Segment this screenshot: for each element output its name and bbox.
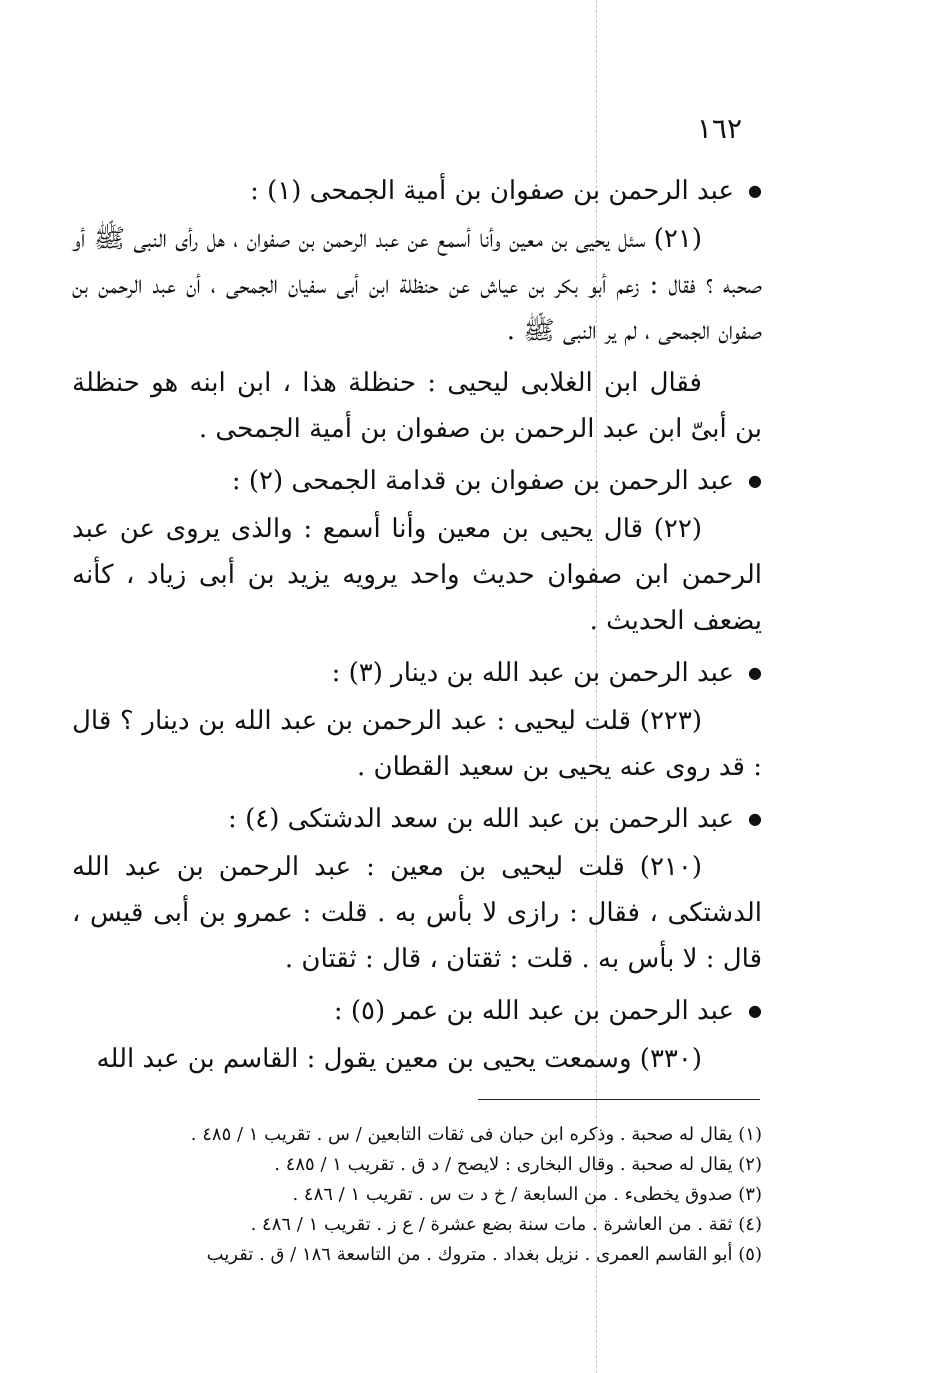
footnote: (٣) صدوق يخطىء . من السابعة / خ د ت س . تقريب ١ / ٤٨٦ . <box>292 1184 762 1205</box>
footnote: (٢) يقال له صحبة . وقال البخارى : لايصح / د ق . تقريب ١ / ٤٨٥ . <box>274 1154 762 1175</box>
entry-heading-text: عبد الرحمن بن عبد الله بن دينار (٣) : <box>331 658 735 688</box>
bullet-icon: ● <box>748 181 762 200</box>
entry-heading <box>72 168 762 214</box>
main-text <box>72 168 762 1088</box>
entry-heading-text: عبد الرحمن بن عبد الله بن سعد الدشتكى (٤) : <box>228 804 735 834</box>
footnote: (٤) ثقة . من العاشرة . مات سنة بضع عشرة / ع ز . تقريب ١ / ٤٨٦ . <box>250 1214 762 1235</box>
entry-paragraph: (٢١) سئل يحيى بن معين وأنا أسمع عن عبد الرحمن بن صفوان ، هل رأى النبى ﷺ أو صحبه ؟ فقال : زعم أبو بكر بن عياش عن حنظلة ابن أبى سفيان الجمحى ، أن عبد الرحمن بن صفوان الجمحى ، لم ير النبى ﷺ . <box>72 224 762 346</box>
entry-heading-text: عبد الرحمن بن صفوان بن قدامة الجمحى (٢) : <box>231 466 735 496</box>
footnote: (٥) أبو القاسم العمرى . نزيل بغداد . متروك . من التاسعة ١٨٦ / ق . تقريب <box>206 1244 762 1265</box>
entry-paragraph: (٢١٠) قلت ليحيى بن معين : عبد الرحمن بن عبد الله الدشتكى ، فقال : رازى لا بأس به . قلت : عمرو بن أبى قيس ، قال : لا بأس به . قلت : ثقتان ، قال : ثقتان . <box>72 852 762 974</box>
entry-heading <box>72 988 762 1034</box>
entry <box>72 988 762 1082</box>
entry-heading-text: عبد الرحمن بن عبد الله بن عمر (٥) : <box>333 996 735 1026</box>
entry-heading <box>72 796 762 842</box>
entry-heading <box>72 458 762 504</box>
bullet-icon: ● <box>748 1001 762 1020</box>
footnote-separator <box>478 1099 760 1100</box>
entry-paragraph: (٢٢٣) قلت ليحيى : عبد الرحمن بن عبد الله بن دينار ؟ قال : قد روى عنه يحيى بن سعيد القطان . <box>72 706 762 782</box>
entry <box>72 168 762 452</box>
entry-paragraph: (٣٣٠) وسمعت يحيى بن معين يقول : القاسم بن عبد الله <box>96 1044 702 1074</box>
entry <box>72 796 762 982</box>
footnote: (١) يقال له صحبة . وذكره ابن حبان فى ثقات التابعين / س . تقريب ١ / ٤٨٥ . <box>190 1124 762 1145</box>
entry <box>72 458 762 644</box>
bullet-icon: ● <box>748 471 762 490</box>
entry <box>72 650 762 790</box>
entry-paragraph: فقال ابن الغلابى ليحيى : حنظلة هذا ، ابن ابنه هو حنظلة بن أبىّ ابن عبد الرحمن بن صفوان بن أمية الجمحى . <box>72 368 762 444</box>
footnotes <box>72 1120 762 1270</box>
entry-heading-text: عبد الرحمن بن صفوان بن أمية الجمحى (١) : <box>250 176 735 206</box>
bullet-icon: ● <box>748 809 762 828</box>
entry-paragraph: (٢٢) قال يحيى بن معين وأنا أسمع : والذى يروى عن عبد الرحمن ابن صفوان حديث واحد يرويه يزيد بن أبى زياد ، كأنه يضعف الحديث . <box>72 514 762 636</box>
entry-heading <box>72 650 762 696</box>
bullet-icon: ● <box>748 663 762 682</box>
page-number: ١٦٢ <box>696 112 742 145</box>
